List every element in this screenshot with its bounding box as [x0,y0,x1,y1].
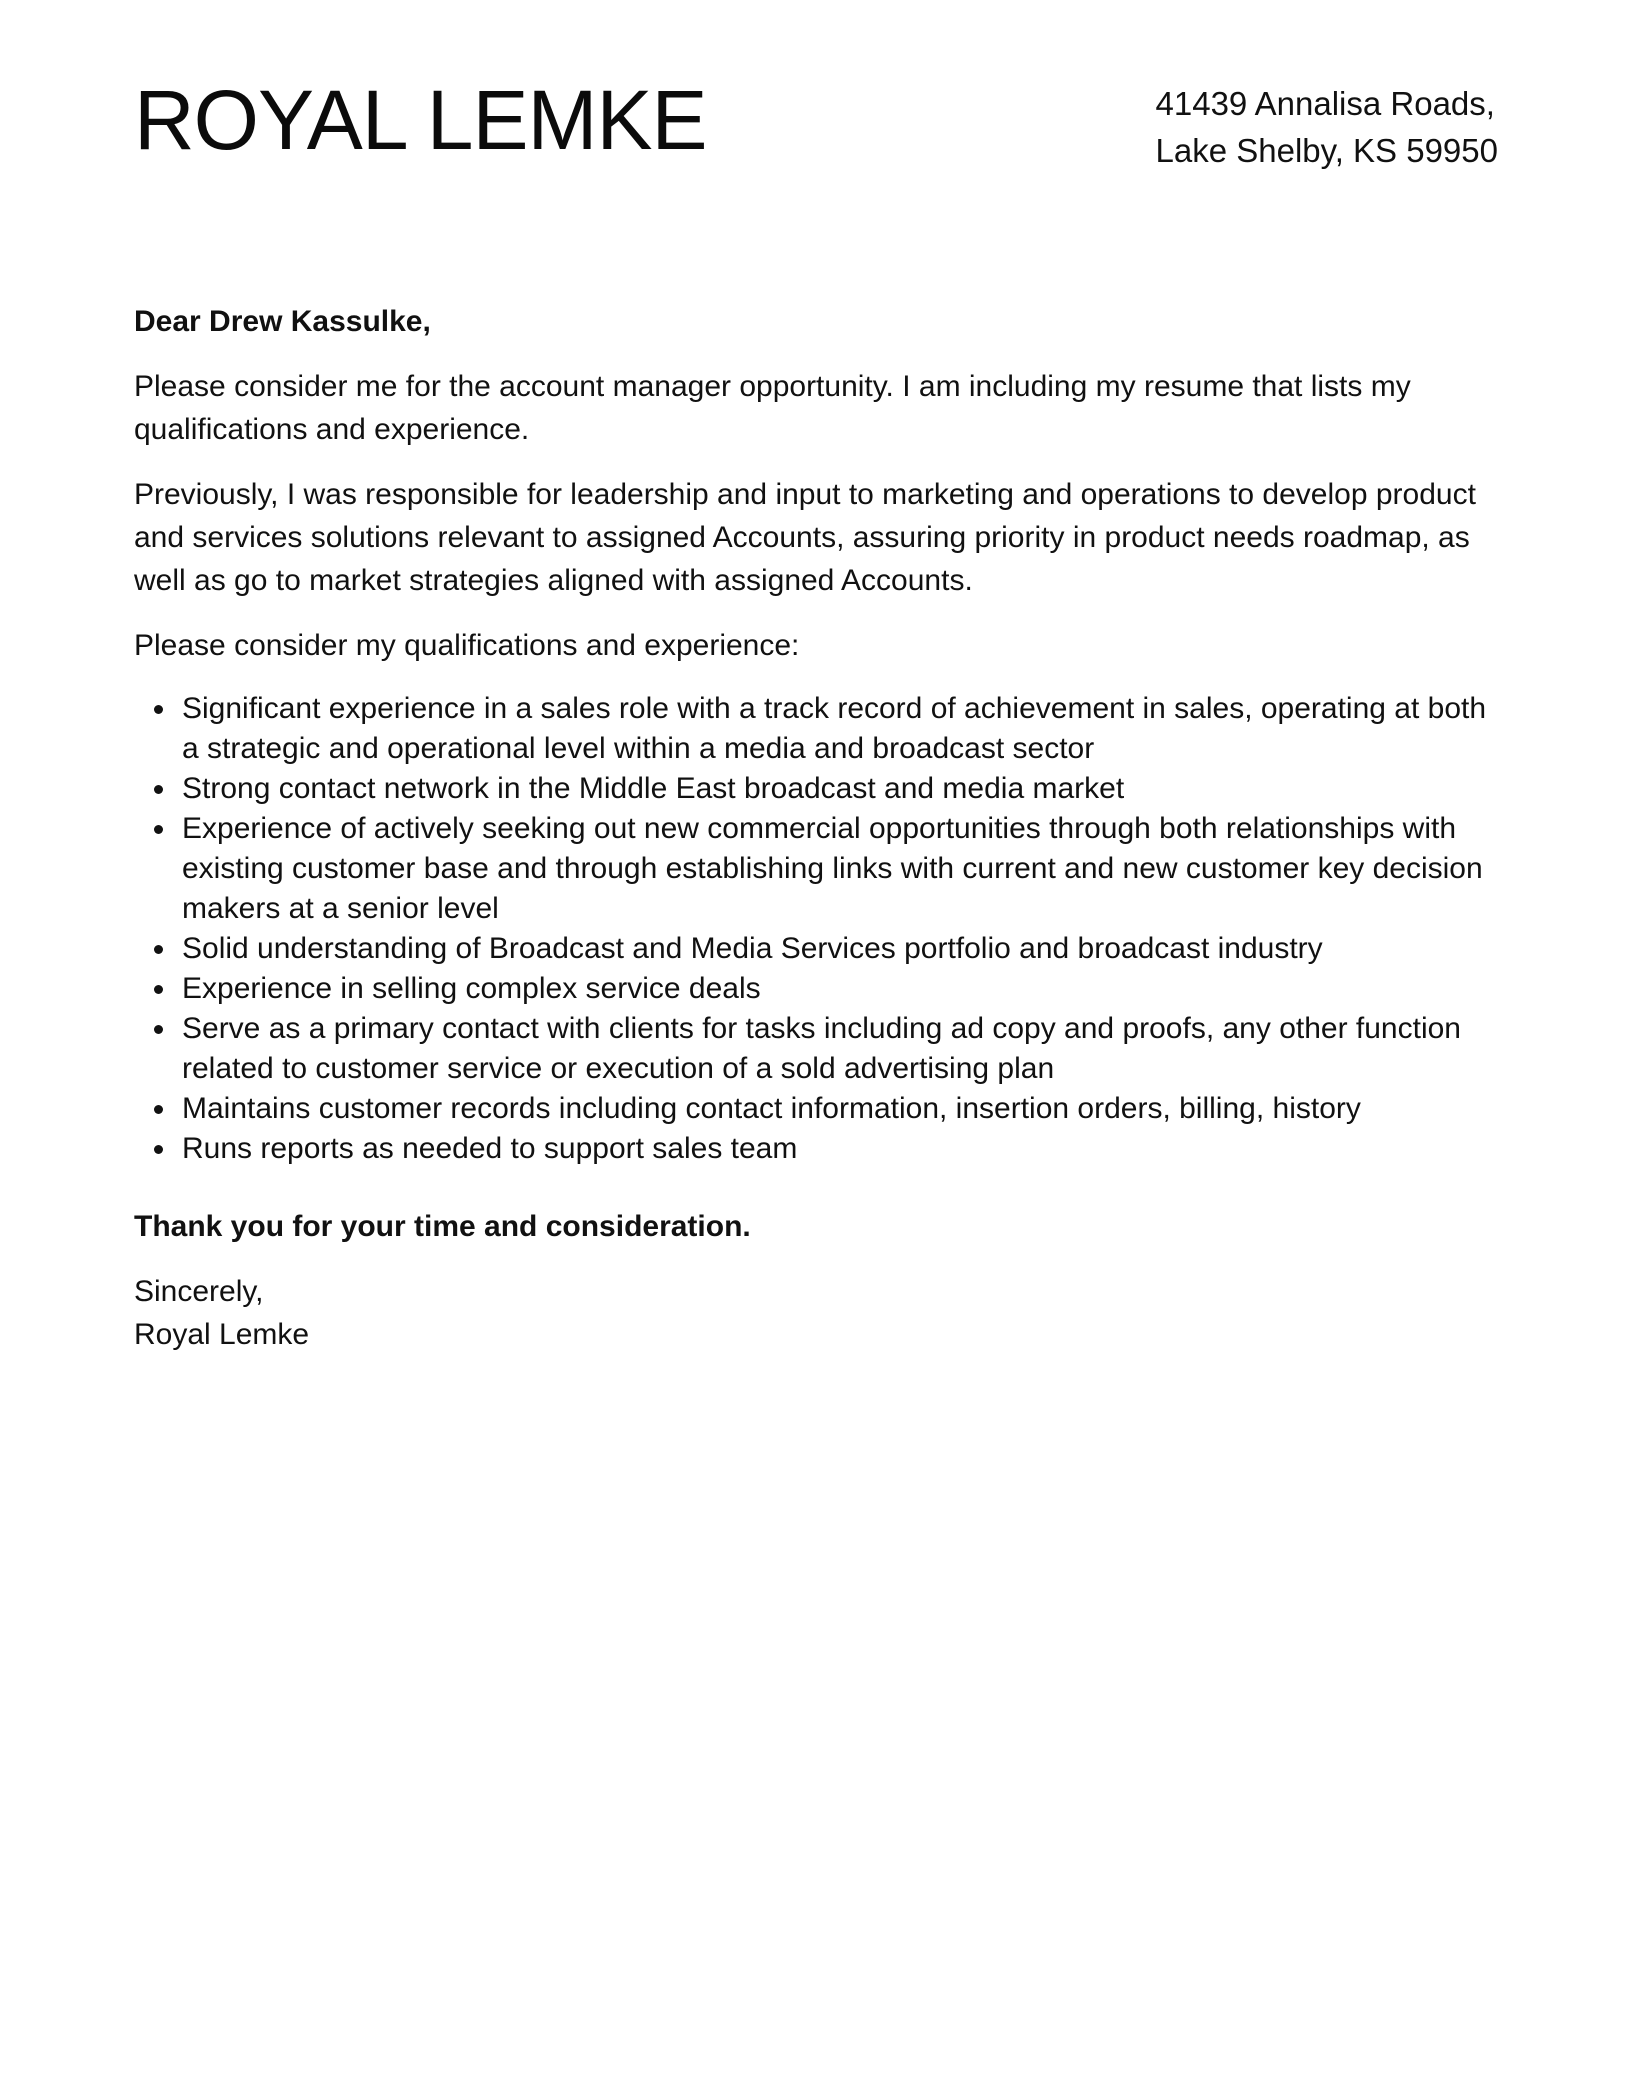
sign-off: Sincerely, [134,1275,264,1308]
salutation: Dear Drew Kassulke, [134,305,431,338]
list-item: Experience of actively seeking out new commercial opportunities through both relationships with existing customer base and through establishing links with current and new customer key decision makers at a senior level [182,809,1498,929]
list-item: Strong contact network in the Middle East broadcast and media market [182,769,1498,809]
list-item: Experience in selling complex service deals [182,969,1498,1009]
letter-header [134,70,1498,180]
experience-paragraph: Previously, I was responsible for leadership and input to marketing and operations to develop product and services solutions relevant to assigned Accounts, assuring priority in product needs roadmap, as well as go to market strategies aligned with assigned Accounts. [134,478,1476,597]
sender-name: ROYAL LEMKE [134,73,707,167]
signature-name: Royal Lemke [134,1318,310,1351]
intro-paragraph: Please consider me for the account manager opportunity. I am including my resume that lists my qualifications and experience. [134,370,1411,446]
sender-address [1156,80,1498,174]
qualifications-list [134,689,1498,1169]
list-intro: Please consider my qualifications and experience: [134,629,800,662]
list-item: Maintains customer records including contact information, insertion orders, billing, history [182,1089,1498,1129]
closing-line: Thank you for your time and consideration. [134,1210,751,1243]
address-line-2: Lake Shelby, KS 59950 [1155,132,1498,169]
list-item: Significant experience in a sales role with a track record of achievement in sales, operating at both a strategic and operational level within a media and broadcast sector [182,689,1498,769]
letter-body [134,300,1498,1356]
address-line-1: 41439 Annalisa Roads, [1155,85,1495,122]
list-item: Serve as a primary contact with clients for tasks including ad copy and proofs, any other function related to customer service or execution of a sold advertising plan [182,1009,1498,1089]
list-item: Solid understanding of Broadcast and Media Services portfolio and broadcast industry [182,929,1498,969]
list-item: Runs reports as needed to support sales team [182,1129,1498,1169]
